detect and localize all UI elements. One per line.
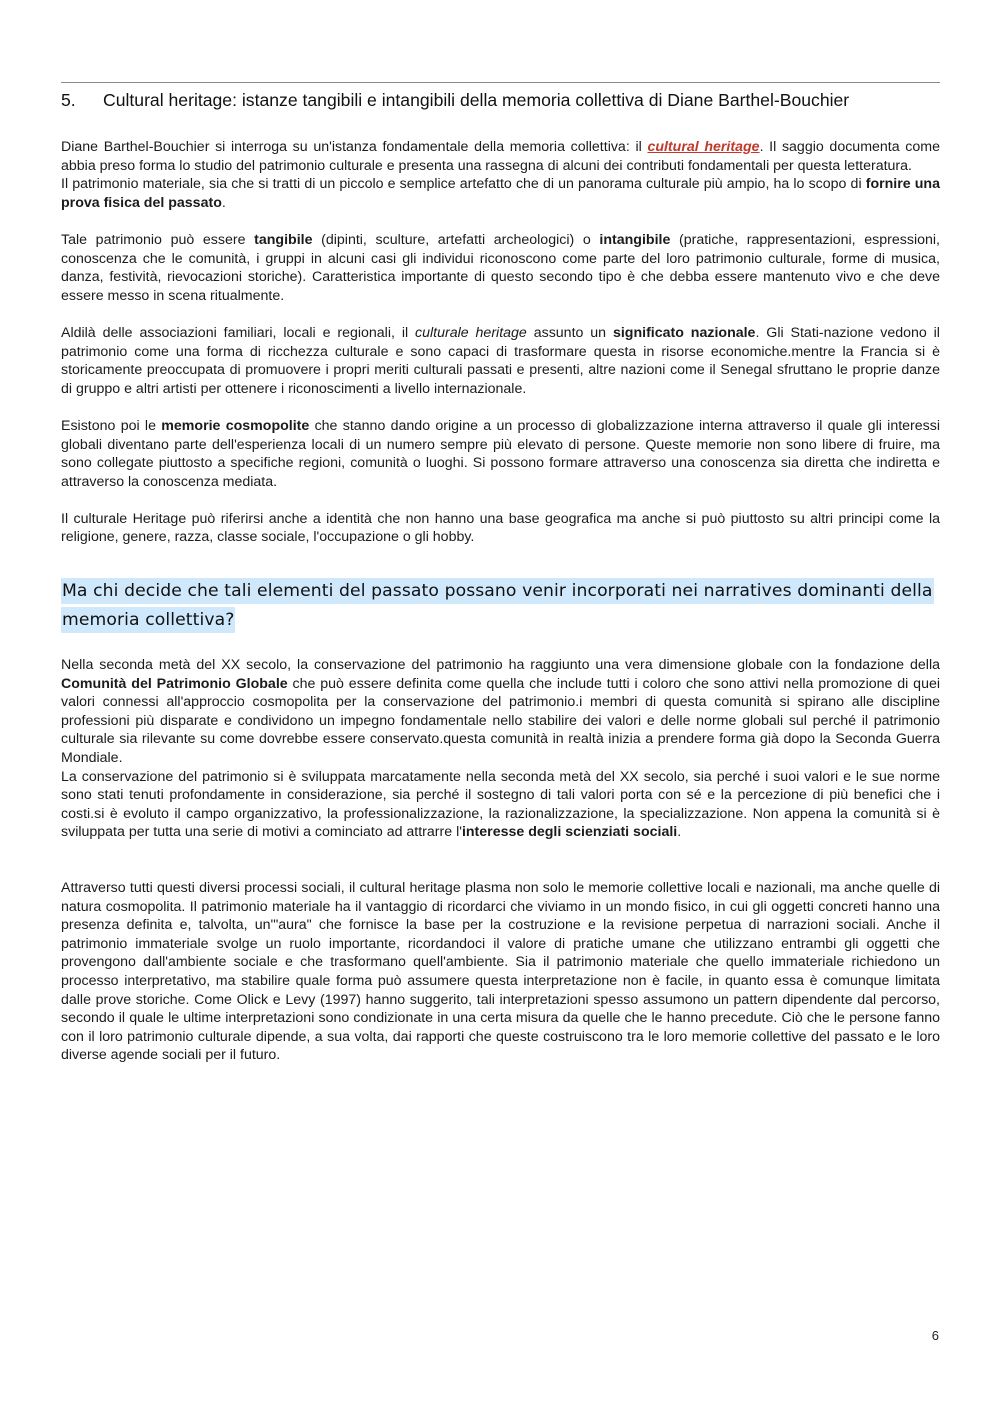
text-run: Diane Barthel-Bouchier si interroga su un'istanza fondamentale della memoria collettiva: il [61,139,648,155]
text-run: Nella seconda metà del XX secolo, la conservazione del patrimonio ha raggiunto una vera dimensione globale con la fondazione della [61,657,940,674]
paragraph-conclusion: Attraverso tutti questi diversi processi sociali, il cultural heritage plasma non solo le memorie collettive locali e nazionali, ma anche quelle di natura cosmopolita. Il patrimonio materiale ha il vantaggio di ricordarci che viviamo in un mondo fisico, in cui gli oggetti concreti hanno una presenza definita e, talvolta, un'"aura" che fornisce la base per la costruzione e la revisione perpetua di narrazioni sociali. Anche il patrimonio immateriale svolge un ruolo importante, ricordandoci il valore di pratiche umane che utilizzano entrambi gli oggetti che provengono dall'ambiente sociale e che trasformano quell'ambiente. Sia il patrimonio materiale che quello immateriale richiedono un processo interpretativo, ma stabilire quale forma può assumere questa interpretazione non è facile, in quanto essa è comunque limitata dalle prove storiche. Come Olick e Levy (1997) hanno suggerito, tali interpretazioni spesso assumono un pattern dipendente dal percorso, secondo il quale le ultime interpretazioni sono condizionate in una certa misura da quelle che le hanno precedute. Ciò che le persone fanno con il loro patrimonio culturale dipende, a sua volta, dai rapporti che queste costruiscono tra le loro memorie collettive del passato e le loro diverse agende sociali per il futuro. [61,880,940,1064]
text-run: che può essere definita come quella che include tutti i coloro che sono attivi nella promozione di quei valori connessi all'approccio cosmopolita per la conservazione del patrimonio.i membri di questa comunità si spirano alle discipline professioni più disparate e condividono un impegno fondamentale nello stabilire dei valori e delle norme globali sul perché il patrimonio culturale sia rilevante su come dovrebbe essere conservato.questa comunità in realtà inizia a prendere forma già dopo la Seconda Guerra Mondiale. [61,675,940,767]
highlighted-question [61,577,940,635]
document-page [61,82,940,1065]
section-heading [61,88,940,112]
paragraph-identity: Il culturale Heritage può riferirsi anche a identità che non hanno una base geografica ma anche si può piuttosto su altri principi come la religione, genere, razza, classe sociale, l'occupazione o gli hobby. [61,510,940,546]
paragraph-global-community [61,656,940,768]
text-run: assunto un [526,324,613,341]
paragraph-cosmopolitan [61,417,940,491]
text-run: (pratiche, rappresentazioni, espressioni, conoscenza che le comunità, i gruppi in alcuni casi gli individui riconoscono come parte del loro patrimonio culturale, forme di musica, danza, festività, rievocazioni storiche). Caratteristica importante di questo secondo tipo è che debba essere mantenuto vivo e che deve essere messo in scena ritualmente. [61,231,940,304]
bold-run: interesse degli scienziati sociali [461,824,678,841]
text-run: (dipinti, sculture, artefatti archeologici) o [312,231,600,248]
text-run: Il patrimonio materiale, sia che si tratti di un piccolo e semplice artefatto che di un panorama culturale più ampio, ha lo scopo di [61,176,866,193]
page-number: 6 [931,1328,939,1343]
top-rule [61,82,940,83]
bold-run: intangibile [599,231,671,248]
paragraph-conservation [61,768,940,842]
text-run: Aldilà delle associazioni familiari, locali e regionali, il [61,324,416,341]
bold-run: Comunità del Patrimonio Globale [61,675,288,692]
paragraph-national [61,324,940,398]
italic-run: culturale heritage [415,324,527,341]
bold-run: tangibile [254,231,313,248]
text-run: Tale patrimonio può essere [61,231,255,248]
bold-run: fornire una prova fisica del passato [61,176,940,211]
paragraph-tangible [61,231,940,305]
paragraph-intro [61,138,940,175]
text-run: . Il saggio documenta come abbia preso forma lo studio del patrimonio culturale e presenta una rassegna di alcuni dei contributi fondamentali per questa letteratura. [61,139,940,174]
text-run: . [677,824,682,841]
text-run: . [221,194,226,211]
section-number: 5. [61,90,76,110]
text-run: . Gli Stati-nazione vedono il patrimonio come una forma di ricchezza culturale e sono capaci di trasformare questa in risorse economiche.mentre la Francia si è storicamente preoccupata di promuovere i propri meriti culturali passati e presenti, altre nazioni come il Senegal sfruttano le proprie danze di gruppo e altri artisti per ottenere i riconoscimenti a livello internazionale. [61,324,940,397]
text-run: Esistono poi le [61,417,162,434]
paragraph-material [61,175,940,212]
section-title: Cultural heritage: istanze tangibili e intangibili della memoria collettiva di Diane Barthel-Bouchier [103,90,850,110]
text-run: che stanno dando origine a un processo di globalizzazione interna attraverso il quale gli interessi globali diventano parte dell'esperienza locali di un numero sempre più elevato di persone. Queste memorie non sono libere di fruire, ma sono collegate piuttosto a specifiche regioni, comunità o luoghi. Si possono formare attraverso una conoscenza sia diretta che indiretta e attraverso la conoscenza mediata. [61,417,940,490]
text-run: La conservazione del patrimonio si è sviluppata marcatamente nella seconda metà del XX secolo, sia perché i suoi valori e le sue norme sono stati tenuti profondamente in considerazione, sia perché il sostegno di tali valori porta con sé e la percezione di più benefici che i costi.si è evoluto il campo organizzativo, la professionalizzazione, la razionalizzazione, la specializzazione. Non appena la comunità si è sviluppata per tutta una serie di motivi a cominciato ad attrarre l' [61,768,940,841]
cultural-heritage-link[interactable]: cultural heritage [647,139,760,155]
bold-run: significato nazionale [612,324,756,341]
question-text: Ma chi decide che tali elementi del passato possano venir incorporati nei narratives dominanti della memoria collettiva? [61,578,934,633]
bold-run: memorie cosmopolite [161,417,310,434]
